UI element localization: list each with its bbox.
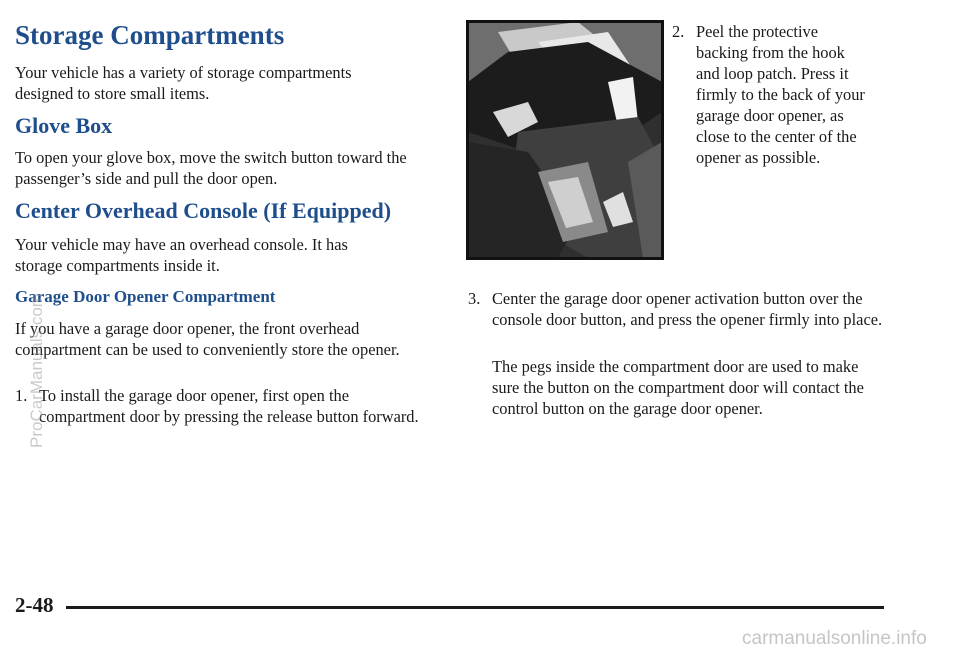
step-1 — [15, 385, 420, 427]
step-3-text: Center the garage door opener activation button over the console door button, and press the opener firmly into place. — [492, 289, 883, 329]
side-watermark: ProCarManuals.com — [27, 293, 46, 448]
console-heading: Center Overhead Console (If Equipped) — [15, 198, 392, 223]
page-title: Storage Compartments — [15, 20, 285, 50]
photo-illustration — [468, 22, 662, 258]
step-2-text: Peel the protective backing from the hook and loop patch. Press it firmly to the back of your garage door opener, as close to the center of the opener as possible. — [696, 22, 865, 167]
bottom-watermark: carmanualsonline.info — [742, 628, 927, 649]
garage-opener-photo — [466, 20, 664, 260]
step-1-number: 1. — [15, 386, 28, 405]
step-3 — [468, 288, 886, 330]
step-2-number: 2. — [672, 22, 685, 41]
footer-rule — [66, 606, 884, 609]
garage-heading: Garage Door Opener Compartment — [15, 287, 276, 306]
garage-text: If you have a garage door opener, the front overhead compartment can be used to conveniently store the opener. — [15, 319, 400, 359]
pegs-text: The pegs inside the compartment door are used to make sure the button on the compartment door will contact the control button on the garage door opener. — [492, 357, 864, 418]
step-2 — [672, 21, 872, 168]
glove-box-heading: Glove Box — [15, 113, 113, 138]
page-number: 2-48 — [15, 593, 54, 617]
console-text: Your vehicle may have an overhead console. It has storage compartments inside it. — [15, 235, 348, 275]
glove-box-text: To open your glove box, move the switch button toward the passenger’s side and pull the door open. — [15, 148, 407, 188]
step-1-text: To install the garage door opener, first open the compartment door by pressing the release button forward. — [39, 386, 419, 426]
intro-text: Your vehicle has a variety of storage compartments designed to store small items. — [15, 63, 352, 103]
step-3-number: 3. — [468, 289, 481, 308]
